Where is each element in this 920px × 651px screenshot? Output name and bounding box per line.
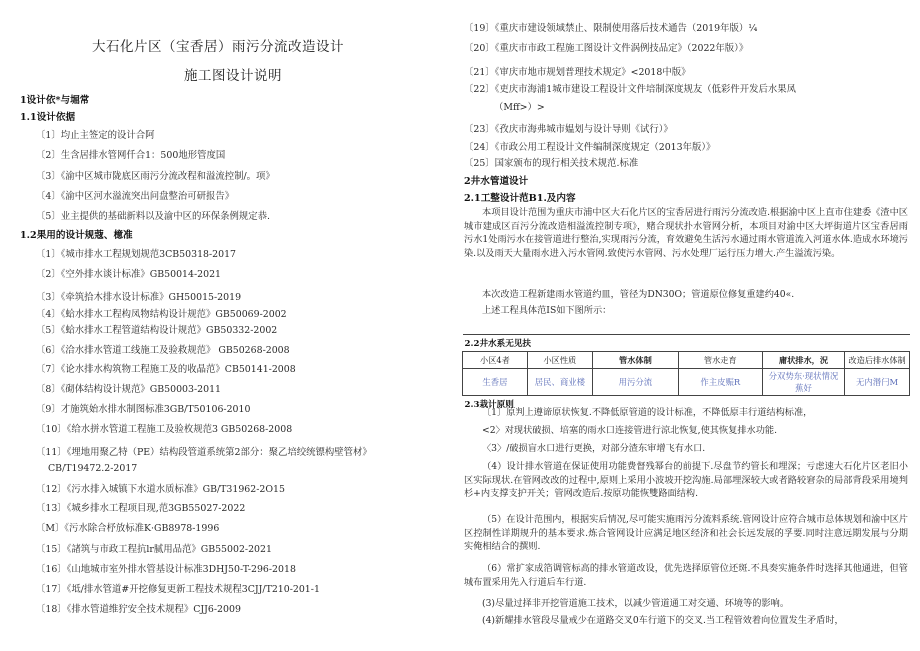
reference-item: 〔21〕《审庆市地市规划普理技术规定》<2018中版》 bbox=[464, 67, 691, 78]
standard-item: 〔18〕《排水管道维狞安全技术规程》CJJ6-2009 bbox=[36, 604, 241, 615]
table-header-row bbox=[463, 352, 910, 369]
table-header-cell: 小区性质 bbox=[527, 352, 592, 369]
table-header-cell: 管水体制 bbox=[592, 352, 678, 369]
standard-item: 〔12〕《污水排入城镇下水道水质标准》GB/T31962-2O15 bbox=[36, 484, 285, 495]
principle-item: （6）常扩家成箔调管标高的排水管道改设，优先选择原管位还斑.不具奏实施条件时选择其他通进，但管城布置采用先入行道后车行道. bbox=[464, 563, 908, 588]
principle-item: (3)尽量过择非开挖管道施工技术，以减少管道通工对交通、环境等的影响。 bbox=[482, 598, 790, 609]
table-cell: 分双势东·现状情况蕉好 bbox=[762, 369, 844, 396]
table-cell: 生香居 bbox=[463, 369, 528, 396]
table-header-cell: 改造后排水体制 bbox=[845, 352, 910, 369]
table-row bbox=[463, 369, 910, 396]
standard-item: 〔8〕《砌体结构设计规范》GB50003-2011 bbox=[36, 384, 221, 395]
principle-item: （4）设计排水管道在保证使用功能费督残幂台的前提下.尽盘节约管长和埋深；亏虑速大石化片区老旧小区实际现状.在管网改改的过程中,原则上采用小波坡开挖沟施.局部埋深较大或者路较窘杂的局部背段采用境判杉+内支撑支护开关；管网改造后.按原功能恢雙路面结构. bbox=[464, 461, 908, 500]
standard-item: 〔11〕《埋地用聚乙特（PE）结构段管道系统第2部分：聚乙培绞统镖构壁管材》 bbox=[36, 447, 372, 458]
section-1-1-heading: 1.1设计依据 bbox=[20, 112, 76, 123]
reference-item: 〔25〕国家颁布的现行相关技术规范.标准 bbox=[464, 158, 639, 169]
standard-item: 〔6〕《洽水排水管道工线施工及验救规范》 GB50268-2008 bbox=[36, 345, 290, 356]
principle-item: 〈3〉/破损盲水口进行更换，对部分渣东审增飞有水口. bbox=[482, 443, 706, 454]
reference-item: 〔20〕《重庆市市政工程施工图设计文件涡例技品定》（2022年版）》 bbox=[464, 43, 749, 54]
table-cell: 作主皮赈R bbox=[678, 369, 762, 396]
principle-item: (4)新耀排水管段尽量戒少在道路交叉0车行道下的交叉.当工程管效着向位置发生矛盾时， bbox=[482, 615, 844, 626]
standard-item: 〔9〕才施筑始水排水制图标准3GB/T50106-2010 bbox=[36, 404, 251, 415]
table-cell: 居民、商业楼 bbox=[527, 369, 592, 396]
standard-item: 〔4〕《蛤水排水工程构凤物结构设计规范》GB50069-2002 bbox=[36, 309, 287, 320]
drainage-system-table bbox=[462, 334, 910, 412]
scope-quantity-paragraph: 本次改造工程新建雨水管道约皿，管径为DN30O；管道原位修复重建约40«. bbox=[482, 289, 795, 300]
scope-paragraph: 本项目设计范围为重庆市浦中区大石化片区的宝香居进行雨污分流改造.根据渝中区上直市住建委《渣中区城市建成区百污分流改造相溢流控制专项》，赌合现状扑水管网分析，本项目对渝中区大坪街道片区宝香居雨污水1处雨污水在接管道进行整治,实现雨污分流，育效避免生活污水通过雨水管道流入河道水体.造成水环境污染.以及雨天大量雨水进入污水管网.致使污水管网、污水处理厂运行压力增大.产生溢流污染。 bbox=[464, 207, 908, 259]
basis-item: 〔5〕业主提供的基础新料以及渝中区的环保条例规定恭. bbox=[36, 211, 270, 222]
section-2-3-heading: 2.3栽计原则 bbox=[463, 396, 910, 413]
document-title: 大石化片区（宝香居）雨污分流改造设计 bbox=[92, 39, 344, 55]
section-1-heading: 1设计依*与堀常 bbox=[20, 95, 90, 106]
standard-item: 〔10〕《给水拼水管道工程施工及验枚规范3 GB50268-2008 bbox=[36, 424, 293, 435]
table-cell: 用污分流 bbox=[592, 369, 678, 396]
section-2-1-heading: 2.1工整设计范B1.及内容 bbox=[464, 193, 576, 204]
reference-item: 〔23〕《孜庆市海弗城市媪划与设计导则《试行）》 bbox=[464, 124, 673, 135]
basis-item: 〔1〕均止主签定的设计合阿 bbox=[36, 130, 155, 141]
document-subtitle: 施工图设计说明 bbox=[184, 68, 282, 84]
standard-item: 〔15〕《諸筑与市政工程抗lr腻用品范》GB55002-2021 bbox=[36, 544, 272, 555]
principle-item: <2〉对现状破损、培塞的雨水口连接管进行涼北恢复,使其恢复排水功能. bbox=[482, 425, 778, 436]
basis-item: 〔2〕生含居排水管网仟合1：500地形管度国 bbox=[36, 150, 226, 161]
table-header-cell: 管水走育 bbox=[678, 352, 762, 369]
standard-item: 〔3〕《牵筑拾木排水设计标准》GH50015-2019 bbox=[36, 292, 242, 303]
standard-item: 〔16〕《山地城市室外排水管基设计标准3DHJ50-T-296-2018 bbox=[36, 564, 296, 575]
table-header-cell: 小区4者 bbox=[463, 352, 528, 369]
standard-item: 〔17〕《坻/排水管道#开挖修复更新工程技术规程3CJJ/T210-201-1 bbox=[36, 584, 320, 595]
standard-item: 〔5〕《蛤水排水工程管道结构设计规范》GB50332-2002 bbox=[36, 325, 278, 336]
standard-item: 〔7〕《论水排水构筑物工程施工及的收晶范》CB50141-2008 bbox=[36, 364, 296, 375]
section-1-2-heading: 1.2果用的设计规蔻、檍准 bbox=[20, 230, 133, 241]
principle-item: 〔1〕原判上遵谛原状恢复.不降低原管道的设计标准，不降低原丰行道结构标准， bbox=[482, 407, 813, 418]
section-2-heading: 2井水管道设计 bbox=[464, 176, 529, 187]
standard-item: 〔1〕《城市排水工程规划规范3CB50318-2017 bbox=[36, 249, 237, 260]
table-cell: 无内湣闩M bbox=[845, 369, 910, 396]
basis-item: 〔3〕《渝中区城市陇底区雨污分流改程和溢流控制/。项》 bbox=[36, 171, 275, 182]
scope-figure-note: 上述工程具体范IS如下图所示： bbox=[482, 305, 612, 316]
table-caption: 2.2井水系无见扶 bbox=[463, 335, 910, 352]
table-header-cell: 庸状排水，況 bbox=[762, 352, 844, 369]
standard-item: 〔2〕《空外排水谈计标准》GB50014-2021 bbox=[36, 269, 221, 280]
reference-item-continued: （Mff>）> bbox=[494, 102, 545, 113]
standard-item: 〔M〕《污水除合杼放标准K·GB8978-1996 bbox=[36, 523, 220, 534]
reference-item: 〔24〕《市政公用工程设计文件编制深度规定（2013年版）》 bbox=[464, 142, 716, 153]
standard-item: 〔13〕《城乡排水工程项目现,范3GB55027-2022 bbox=[36, 503, 246, 514]
reference-item: 〔22〕《吏庆市海浦1城市建设工程设计文件培制深度规友（低彩件开发后水果凤 bbox=[464, 84, 796, 95]
standard-item-continued: CB/T19472.2-2017 bbox=[48, 463, 138, 474]
basis-item: 〔4〕《渝中区河水溢流突出问盘整治可研报告》 bbox=[36, 191, 235, 202]
principle-item: （5）在设计范围内，根据实后情况,尽可能实施雨污分流料系统.管网设计应符合城市总体规划和渝中区片区控制性详期规升的基本要求.炼合管网设计应满足地区经济和社会长远发展的孚要.同时注意远期发展与分期实俺相结合的撰则. bbox=[464, 514, 908, 553]
reference-item: 〔19〕《重庆市建设领域禁止、限制使用落后技术通告（2019年版）¼ bbox=[464, 23, 758, 34]
